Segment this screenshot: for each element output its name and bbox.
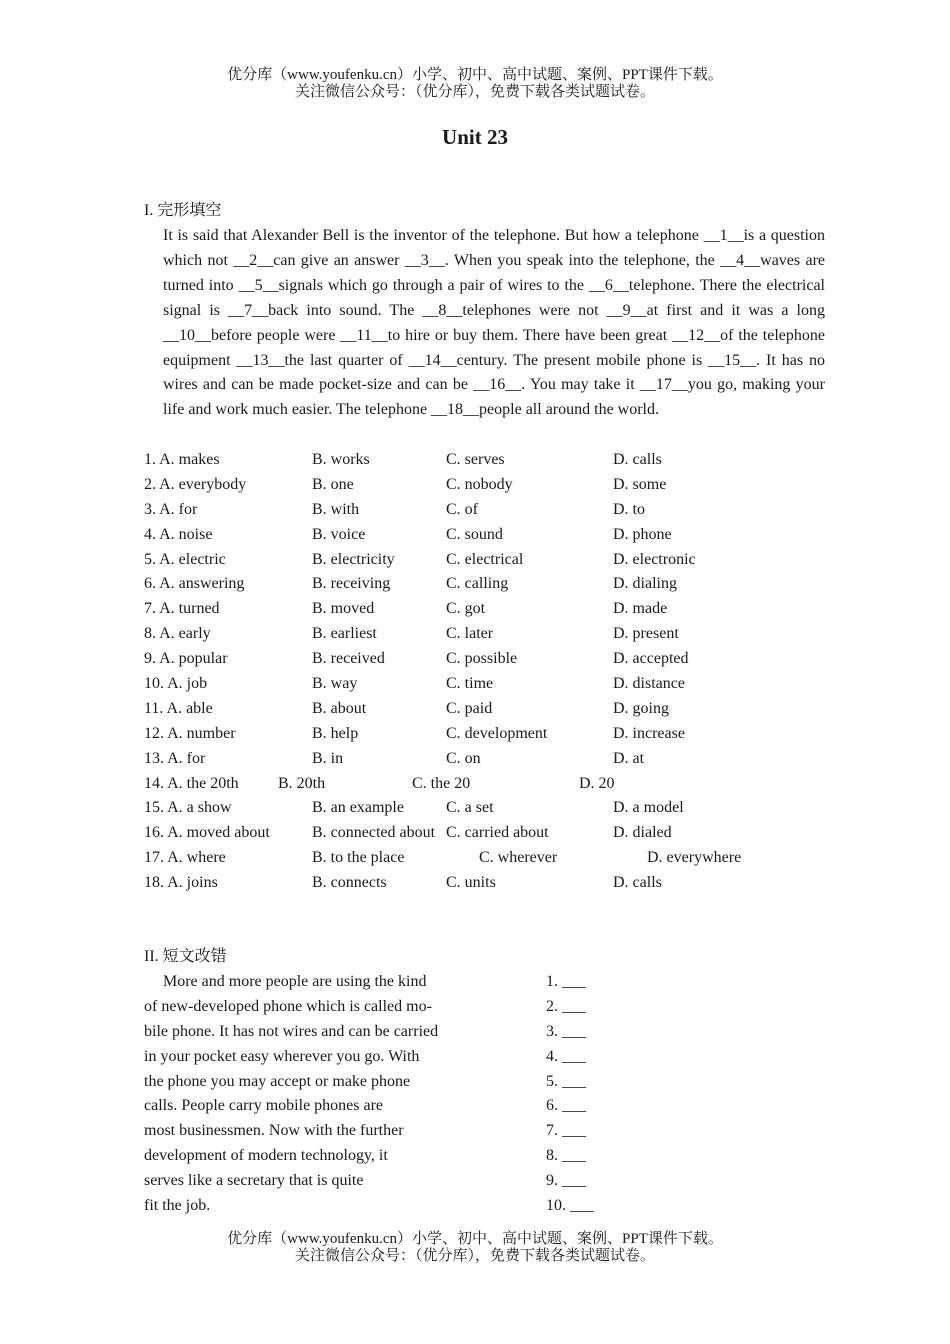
answer-blank: 4. ___ — [546, 1047, 586, 1065]
option-c: C. a set — [446, 799, 494, 817]
passage-line: of new-developed phone which is called mo- — [144, 997, 432, 1015]
option-d: D. phone — [613, 525, 672, 543]
option-b: B. help — [312, 724, 359, 742]
option-b: B. with — [312, 500, 360, 518]
question-row — [144, 448, 806, 473]
option-a: 18. A. joins — [144, 874, 218, 892]
option-c: C. serves — [446, 451, 505, 468]
section-1-heading: I. 完形填空 — [144, 202, 222, 219]
error-line — [144, 1119, 806, 1144]
answer-blank: 6. ___ — [546, 1097, 586, 1115]
option-c: C. units — [446, 874, 496, 892]
page-header — [0, 67, 950, 101]
footer-line-1: 优分库（www.youfenku.cn）小学、初中、高中试题、案例、PPT课件下载。 — [227, 1231, 723, 1247]
page-footer — [0, 1231, 950, 1265]
option-d: D. present — [613, 625, 679, 643]
question-row — [144, 697, 806, 722]
option-a: 9. A. popular — [144, 650, 228, 668]
option-b: B. one — [312, 475, 354, 493]
answer-blank: 1. ___ — [546, 973, 586, 990]
passage-line: in your pocket easy wherever you go. With — [144, 1047, 420, 1065]
option-d: D. made — [613, 600, 668, 618]
option-b: B. 20th — [278, 774, 326, 792]
answer-blank: 7. ___ — [546, 1122, 586, 1140]
option-c: C. sound — [446, 525, 503, 543]
passage-line: calls. People carry mobile phones are — [144, 1097, 384, 1115]
passage-line: the phone you may accept or make phone — [144, 1072, 411, 1090]
option-d: D. increase — [613, 724, 685, 742]
option-a: 6. A. answering — [144, 575, 245, 593]
option-d: D. calls — [613, 451, 662, 468]
option-b: B. earliest — [312, 625, 377, 643]
error-line — [144, 1045, 806, 1070]
option-d: D. to — [613, 500, 645, 518]
question-row — [144, 473, 806, 498]
option-c: C. electrical — [446, 550, 524, 568]
header-line-2: 关注微信公众号：（优分库），免费下载各类试题试卷。 — [294, 84, 655, 100]
option-c: C. paid — [446, 699, 493, 717]
error-line — [144, 995, 806, 1020]
passage-line: bile phone. It has not wires and can be carried — [144, 1022, 439, 1040]
option-a: 5. A. electric — [144, 550, 226, 568]
error-line — [144, 1070, 806, 1095]
option-c: C. time — [446, 675, 494, 693]
question-row — [144, 672, 806, 697]
option-a: 3. A. for — [144, 500, 198, 518]
option-c: C. got — [446, 600, 486, 618]
question-row — [144, 871, 806, 896]
option-b: B. receiving — [312, 575, 391, 593]
option-d: D. dialed — [613, 824, 672, 842]
option-c: C. of — [446, 500, 478, 518]
question-row — [144, 722, 806, 747]
passage-line: development of modern technology, it — [144, 1147, 388, 1165]
question-row — [144, 647, 806, 672]
option-a: 4. A. noise — [144, 525, 213, 543]
option-b: B. way — [312, 675, 358, 693]
option-a: 13. A. for — [144, 749, 206, 767]
answer-blank: 8. ___ — [546, 1147, 586, 1165]
option-a: 15. A. a show — [144, 799, 232, 817]
option-d: D. a model — [613, 799, 684, 817]
question-row — [144, 772, 806, 797]
error-line — [144, 1144, 806, 1169]
error-correction — [144, 970, 806, 1219]
question-row — [144, 572, 806, 597]
option-d: D. calls — [613, 874, 662, 892]
passage-line: serves like a secretary that is quite — [144, 1172, 364, 1190]
question-row — [144, 597, 806, 622]
page-title: Unit 23 — [442, 125, 508, 149]
option-d: D. accepted — [613, 650, 689, 668]
header-line-1: 优分库（www.youfenku.cn）小学、初中、高中试题、案例、PPT课件下载。 — [227, 67, 723, 83]
question-row — [144, 846, 806, 871]
question-row — [144, 548, 806, 573]
option-b: B. in — [312, 749, 344, 767]
section-2-heading: II. 短文改错 — [144, 948, 227, 965]
option-a: 14. A. the 20th — [144, 774, 239, 792]
option-c: C. nobody — [446, 475, 513, 493]
option-d: D. distance — [613, 675, 685, 693]
error-line — [144, 1194, 806, 1219]
option-a: 11. A. able — [144, 699, 213, 717]
option-d: D. dialing — [613, 575, 677, 593]
error-line — [144, 1020, 806, 1045]
answer-blank: 2. ___ — [546, 997, 586, 1015]
option-b: B. an example — [312, 799, 404, 817]
answer-blank: 9. ___ — [546, 1172, 586, 1190]
question-row — [144, 821, 806, 846]
option-c: C. on — [446, 749, 481, 767]
passage-line: fit the job. — [144, 1197, 211, 1215]
option-c: C. carried about — [446, 824, 549, 842]
option-d: D. electronic — [613, 550, 696, 568]
option-b: B. connects — [312, 874, 387, 892]
option-a: 7. A. turned — [144, 600, 220, 618]
passage-line: most businessmen. Now with the further — [144, 1122, 404, 1140]
option-d: D. at — [613, 749, 645, 767]
option-b: B. electricity — [312, 550, 395, 568]
error-line — [144, 1169, 806, 1194]
option-a: 12. A. number — [144, 724, 236, 742]
question-row — [144, 498, 806, 523]
option-c: C. calling — [446, 575, 509, 593]
error-line — [144, 970, 806, 995]
option-a: 10. A. job — [144, 675, 208, 693]
option-c: C. later — [446, 625, 494, 643]
option-c: C. the 20 — [412, 774, 471, 792]
option-c: C. possible — [446, 650, 518, 668]
option-d: D. everywhere — [647, 849, 742, 867]
footer-line-2: 关注微信公众号：（优分库），免费下载各类试题试卷。 — [294, 1248, 655, 1264]
option-a: 17. A. where — [144, 849, 226, 867]
question-row — [144, 747, 806, 772]
option-b: B. connected about — [312, 824, 436, 842]
option-c: C. development — [446, 724, 548, 742]
cloze-options — [144, 448, 806, 896]
passage-line: More and more people are using the kind — [163, 973, 427, 990]
cloze-passage: It is said that Alexander Bell is the inventor of the telephone. But how a telephone __1__is a question which not __2__can give an answer __3__. When you speak into the telephone, the __4__waves are turned into __5__signals which go through a pair of wires to the __6__telephone. There the electrical signal is __7__back into sound. The __8__telephones were not __9__at first and it was a long __10__before people were __11__to hire or buy them. There have been great __12__of the telephone equipment __13__the last quarter of __14__century. The present mobile phone is __15__. It has no wires and can be made pocket-size and can be __16__. You may take it __17__you go, making your life and work much easier. The telephone __18__people all around the world. — [163, 227, 825, 419]
answer-blank: 5. ___ — [546, 1072, 586, 1090]
option-a: 8. A. early — [144, 625, 211, 643]
option-a: 2. A. everybody — [144, 475, 247, 493]
question-row — [144, 523, 806, 548]
option-d: D. going — [613, 699, 669, 717]
option-b: B. voice — [312, 525, 366, 543]
option-b: B. about — [312, 699, 367, 717]
question-row — [144, 622, 806, 647]
option-b: B. works — [312, 451, 370, 468]
option-b: B. to the place — [312, 849, 405, 867]
answer-blank: 10. ___ — [546, 1197, 594, 1215]
option-a: 16. A. moved about — [144, 824, 270, 842]
option-d: D. 20 — [579, 774, 615, 792]
option-b: B. moved — [312, 600, 375, 618]
option-a: 1. A. makes — [144, 451, 220, 468]
error-line — [144, 1094, 806, 1119]
option-b: B. received — [312, 650, 385, 668]
option-d: D. some — [613, 475, 667, 493]
answer-blank: 3. ___ — [546, 1022, 586, 1040]
option-c: C. wherever — [479, 849, 558, 867]
question-row — [144, 796, 806, 821]
